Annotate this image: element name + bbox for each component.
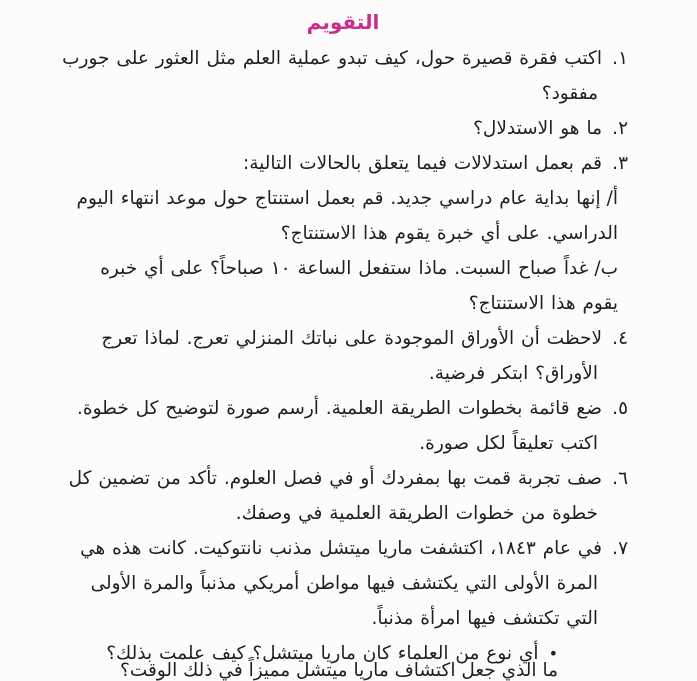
question-item-1	[58, 41, 628, 111]
question-number: ٤.	[612, 328, 628, 349]
bullet-text: أي نوع من العلماء كان ماريا ميتشل؟ كيف علمت بذلك؟	[106, 643, 539, 664]
question-text: اكتب فقرة قصيرة حول، كيف تبدو عملية العلم مثل العثور على جورب مفقود؟	[62, 48, 602, 104]
question-text: في عام ١٨٤٣، اكتشفت ماريا ميتشل مذنب نانتوكيت. كانت هذه هي المرة الأولى التي يكتشف فيها مواطن أمريكي مذنباً والمرة الأولى التي تكتشف فيها امرأة مذنباً.	[80, 538, 602, 629]
sub-item-text: غداً صباح السبت. ماذا ستفعل الساعة ١٠ صباحاً؟ على أي خبره يقوم هذا الاستنتاج؟	[100, 258, 618, 314]
sub-item-text: إنها بداية عام دراسي جديد. قم بعمل استنتاج حول موعد انتهاء اليوم الدراسي. على أي خبرة يقوم هذا الاستنتاج؟	[76, 188, 618, 244]
question-number: ١.	[612, 48, 628, 69]
question-number: ٢.	[612, 118, 628, 139]
question-number: ٥.	[612, 398, 628, 419]
page-title: التقويم	[306, 10, 380, 34]
question-text: لاحظت أن الأوراق الموجودة على نباتك المنزلي تعرج. لماذا تعرج الأوراق؟ ابتكر فرضية.	[101, 328, 602, 384]
question-text: قم بعمل استدلالات فيما يتعلق بالحالات التالية:	[243, 153, 602, 174]
question-number: ٧.	[612, 538, 628, 559]
question-item-3	[58, 146, 628, 181]
question-text: ما هو الاستدلال؟	[473, 118, 602, 139]
question-item-4	[58, 321, 628, 391]
question-number: ٦.	[612, 468, 628, 489]
sub-item-label: ب/	[594, 258, 618, 279]
clipped-next-line: ما الذي جعل اكتشاف ماريا ميتشل مميزاً في ذلك الوقت؟	[120, 660, 558, 681]
question-text: ضع قائمة بخطوات الطريقة العلمية. أرسم صورة لتوضيح كل خطوة. اكتب تعليقاً لكل صورة.	[77, 398, 602, 454]
sub-item-label: أ/	[606, 188, 618, 209]
question-text: صف تجربة قمت بها بمفردك أو في فصل العلوم. تأكد من تضمين كل خطوة من خطوات الطريقة العلمية في وصفك.	[68, 468, 602, 524]
bullet-icon: •	[548, 644, 558, 663]
question-item-7	[58, 531, 628, 636]
sub-item-a	[58, 181, 628, 251]
question-number: ٣.	[612, 153, 628, 174]
question-item-2	[58, 111, 628, 146]
question-item-5	[58, 391, 628, 461]
question-item-6	[58, 461, 628, 531]
sub-item-b	[58, 251, 628, 321]
